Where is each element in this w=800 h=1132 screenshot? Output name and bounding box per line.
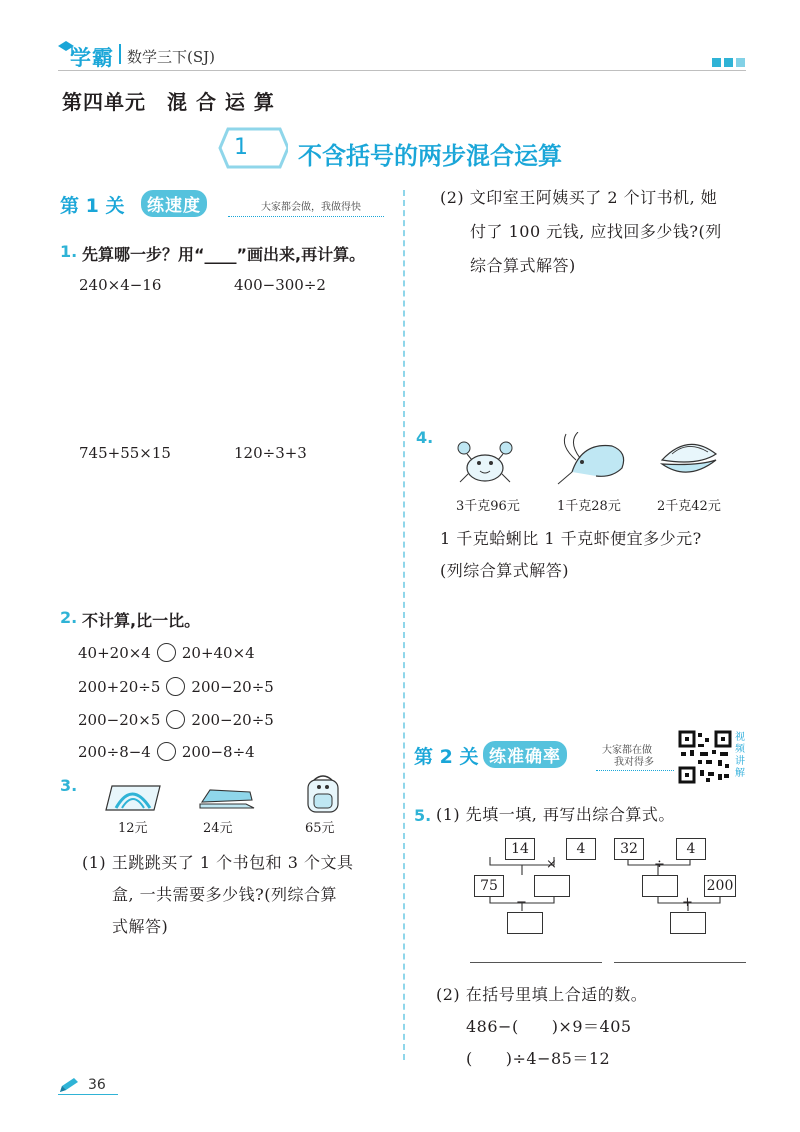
tree2-operator: ÷ [654,857,665,872]
answer-line[interactable] [614,962,746,963]
q5-equation: ( )÷4−85＝12 [466,1049,611,1068]
q5-sub2: (2) 在括号里填上合适的数。 [436,985,648,1004]
compare-left: 200÷8−4 [78,743,151,761]
tree1-operator: × [546,857,557,872]
tree2-number: 200 [704,875,736,897]
q3-sub1-line: 盒, 一共需要多少钱?(列综合算 [112,885,337,904]
q2-number: 2. [60,608,78,627]
compare-circle[interactable] [166,710,185,729]
header-divider [119,44,121,64]
tree2-operator: + [682,895,693,910]
tree1-number: 75 [474,875,504,897]
header-square [724,58,733,67]
q5-number: 5. [414,806,432,825]
item-price: 65元 [305,821,335,836]
tree1-result-blank[interactable] [507,912,543,934]
q1-expr: 120÷3+3 [234,444,307,462]
brand-logo: 学霸 [70,46,114,70]
level2-slogan: 我对得多 [614,757,654,768]
q3-sub2-line: (2) 文印室王阿姨买了 2 个订书机, 她 [440,188,718,207]
tree1-number: 4 [566,838,596,860]
unit-title: 第四单元 混 合 运 算 [62,90,275,114]
lesson-title: 不含括号的两步混合运算 [298,142,562,170]
stapler-icon [196,782,258,812]
answer-line[interactable] [470,962,602,963]
level2-underline [596,770,674,771]
q3-sub2-line: 综合算式解答) [470,256,576,275]
q5-sub1: (1) 先填一填, 再写出综合算式。 [436,805,675,824]
level1-name: 第 1 关 [60,195,125,217]
shrimp-icon [552,432,632,488]
q2-prompt: 不计算,比一比。 [82,611,201,630]
compare-left: 200+20÷5 [78,678,161,696]
q3-sub1-line: (1) 王跳跳买了 1 个书包和 3 个文具 [82,853,354,872]
q1-expr: 745+55×15 [79,444,171,462]
q3-sub1-line: 式解答) [112,917,169,936]
level1-tag: 练速度 [141,190,207,217]
compare-right: 20+40×4 [181,644,255,662]
tree2-blank[interactable] [642,875,678,897]
q4-number: 4. [416,428,434,447]
header-rule [58,70,746,71]
q3-sub2-line: 付了 100 元钱, 应找回多少钱?(列 [470,222,722,241]
tree1-number: 14 [505,838,535,860]
q1-prompt: 先算哪一步？用“____”画出来,再计算。 [82,245,366,264]
crab-icon [456,436,514,490]
column-divider [403,190,405,1060]
item-price: 2千克42元 [657,499,721,514]
compare-right: 200−20÷5 [191,711,274,729]
level2-name: 第 2 关 [414,746,479,768]
qr-label: 视频讲解 [735,732,745,779]
q4-line: (列综合算式解答) [440,561,569,580]
level1-slogan: 大家都会做，我做得快 [261,202,361,213]
lesson-number-frame [218,126,288,170]
pencil-case-icon [102,780,164,814]
level1-underline [228,216,384,217]
compare-left: 40+20×4 [78,644,151,662]
lesson-number: 1 [234,135,248,160]
q1-expr: 240×4−16 [79,276,162,294]
clam-icon [658,432,720,486]
compare-left: 200−20×5 [78,711,161,729]
q4-line: 1 千克蛤蜊比 1 千克虾便宜多少元? [440,529,702,548]
qr-code-icon[interactable] [678,730,732,784]
header-square [712,58,721,67]
tree2-number: 4 [676,838,706,860]
tree2-result-blank[interactable] [670,912,706,934]
page-number: 36 [88,1077,106,1093]
footer-rule [58,1094,118,1095]
tree2-number: 32 [614,838,644,860]
level2-tag: 练准确率 [483,741,567,768]
compare-row [78,710,274,729]
q3-number: 3. [60,776,78,795]
q5-equation: 486−( )×9＝405 [466,1017,632,1036]
q1-expr: 400−300÷2 [234,276,326,294]
compare-circle[interactable] [157,643,176,662]
item-price: 24元 [203,821,233,836]
compare-row [78,742,255,761]
pencil-icon [58,1076,82,1094]
compare-right: 200−20÷5 [191,678,274,696]
compare-row [78,643,255,662]
compare-circle[interactable] [157,742,176,761]
backpack-icon [300,772,346,816]
compare-right: 200−8÷4 [181,743,255,761]
compare-row [78,677,274,696]
header-square [736,58,745,67]
tree1-blank[interactable] [534,875,570,897]
item-price: 3千克96元 [456,499,520,514]
book-title: 数学三下(SJ) [127,48,215,66]
compare-circle[interactable] [166,677,185,696]
q1-number: 1. [60,242,78,261]
level2-slogan: 大家都在做 [602,745,652,756]
item-price: 12元 [118,821,148,836]
item-price: 1千克28元 [557,499,621,514]
tree1-operator: − [516,895,527,910]
